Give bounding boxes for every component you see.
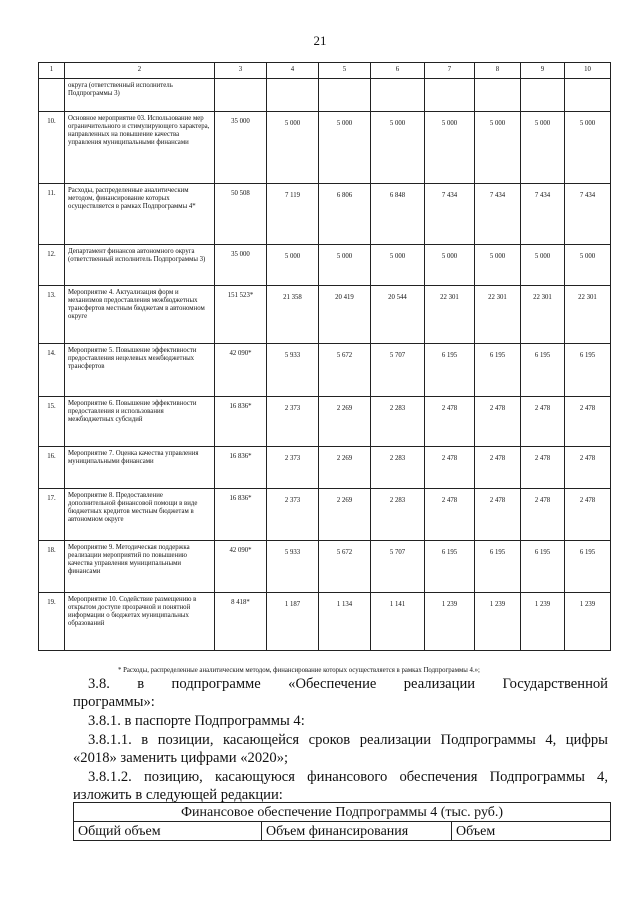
row-year-value: 7 119 xyxy=(267,184,319,245)
row-year-value: 2 478 xyxy=(425,489,475,541)
row-year-value: 22 301 xyxy=(475,286,521,344)
row-year-value xyxy=(371,79,425,112)
row-year-value: 5 000 xyxy=(371,245,425,286)
row-year-value: 5 000 xyxy=(565,112,611,184)
financing-table-title-row xyxy=(74,803,611,822)
header-cell: 2 xyxy=(65,63,215,79)
financing-table xyxy=(73,802,611,841)
header-cell: 4 xyxy=(267,63,319,79)
row-year-value: 2 478 xyxy=(425,447,475,489)
financing-table-title: Финансовое обеспечение Подпрограммы 4 (тыс. руб.) xyxy=(74,803,611,822)
row-year-value: 1 141 xyxy=(371,593,425,651)
table-row xyxy=(39,447,611,489)
row-total-value: 16 836* xyxy=(215,489,267,541)
row-year-value: 5 707 xyxy=(371,344,425,397)
row-year-value: 7 434 xyxy=(425,184,475,245)
row-total-value: 8 418* xyxy=(215,593,267,651)
row-number: 17. xyxy=(39,489,65,541)
row-year-value: 2 478 xyxy=(521,489,565,541)
row-year-value xyxy=(319,79,371,112)
row-year-value: 2 478 xyxy=(565,447,611,489)
row-year-value: 7 434 xyxy=(475,184,521,245)
row-year-value: 6 848 xyxy=(371,184,425,245)
row-year-value xyxy=(425,79,475,112)
row-name: Основное мероприятие 03. Использование мер ограничительного и стимулирующего характера, направленных на повышение качества управления муниципальными финансами xyxy=(65,112,215,184)
table-row xyxy=(39,112,611,184)
row-year-value: 6 195 xyxy=(521,344,565,397)
row-name: Мероприятие 8. Предоставление дополнительной финансовой помощи в виде бюджетных кредитов местным бюджетам в автономном округе xyxy=(65,489,215,541)
row-year-value: 6 195 xyxy=(475,344,521,397)
row-name: Мероприятие 9. Методическая поддержка реализации мероприятий по повышению качества управления муниципальными финансами xyxy=(65,541,215,593)
row-year-value: 2 269 xyxy=(319,397,371,447)
row-name: Мероприятие 6. Повышение эффективности предоставления и использования межбюджетных субсидий xyxy=(65,397,215,447)
row-year-value: 5 000 xyxy=(267,245,319,286)
row-year-value: 5 000 xyxy=(319,112,371,184)
row-year-value: 6 195 xyxy=(565,344,611,397)
row-year-value: 1 239 xyxy=(475,593,521,651)
row-year-value: 20 544 xyxy=(371,286,425,344)
row-year-value: 2 478 xyxy=(475,397,521,447)
row-year-value xyxy=(475,79,521,112)
row-year-value: 2 478 xyxy=(565,397,611,447)
row-name: Мероприятие 7. Оценка качества управления муниципальными финансами xyxy=(65,447,215,489)
row-year-value: 2 478 xyxy=(521,447,565,489)
table-row xyxy=(39,286,611,344)
row-number: 18. xyxy=(39,541,65,593)
row-year-value: 5 000 xyxy=(319,245,371,286)
row-year-value xyxy=(565,79,611,112)
row-year-value: 5 000 xyxy=(425,245,475,286)
header-cell: 9 xyxy=(521,63,565,79)
row-year-value: 5 000 xyxy=(425,112,475,184)
row-name: округа (ответственный исполнитель Подпрограммы 3) xyxy=(65,79,215,112)
row-year-value: 6 195 xyxy=(521,541,565,593)
row-total-value: 42 090* xyxy=(215,541,267,593)
row-year-value: 21 358 xyxy=(267,286,319,344)
row-year-value: 1 239 xyxy=(425,593,475,651)
row-year-value: 5 000 xyxy=(565,245,611,286)
row-year-value: 22 301 xyxy=(565,286,611,344)
row-year-value: 6 195 xyxy=(565,541,611,593)
row-year-value: 2 478 xyxy=(475,447,521,489)
row-year-value: 20 419 xyxy=(319,286,371,344)
row-year-value: 2 283 xyxy=(371,489,425,541)
table-row xyxy=(39,593,611,651)
row-number: 13. xyxy=(39,286,65,344)
row-year-value: 2 478 xyxy=(565,489,611,541)
row-total-value: 16 836* xyxy=(215,397,267,447)
funding-table xyxy=(38,62,611,651)
row-name: Мероприятие 10. Содействие размещению в открытом доступе прозрачной и понятной информации о бюджетах муниципальных образований xyxy=(65,593,215,651)
row-year-value: 6 806 xyxy=(319,184,371,245)
row-number: 11. xyxy=(39,184,65,245)
row-year-value xyxy=(267,79,319,112)
paragraph-3-8-line2: программы»: xyxy=(73,694,155,710)
row-name: Мероприятие 5. Повышение эффективности предоставления нецелевых межбюджетных трансфертов xyxy=(65,344,215,397)
table-header-row xyxy=(39,63,611,79)
row-year-value: 7 434 xyxy=(565,184,611,245)
header-cell: 10 xyxy=(565,63,611,79)
row-year-value: 5 000 xyxy=(475,112,521,184)
row-total-value: 50 508 xyxy=(215,184,267,245)
row-year-value: 22 301 xyxy=(521,286,565,344)
row-total-value: 16 836* xyxy=(215,447,267,489)
row-year-value: 1 134 xyxy=(319,593,371,651)
row-year-value: 7 434 xyxy=(521,184,565,245)
row-year-value: 6 195 xyxy=(425,541,475,593)
row-year-value: 5 000 xyxy=(371,112,425,184)
paragraph-3-8-1-2-line2: изложить в следующей редакции: xyxy=(73,787,283,803)
table-row xyxy=(39,541,611,593)
row-year-value: 2 283 xyxy=(371,397,425,447)
row-year-value: 5 672 xyxy=(319,541,371,593)
row-year-value: 2 269 xyxy=(319,489,371,541)
paragraph-3-8-1-1-line2: «2018» заменить цифрами «2020»; xyxy=(73,750,289,766)
row-year-value: 5 933 xyxy=(267,344,319,397)
row-year-value: 2 478 xyxy=(521,397,565,447)
row-year-value: 5 000 xyxy=(475,245,521,286)
row-year-value: 22 301 xyxy=(425,286,475,344)
row-name: Мероприятие 4. Актуализация форм и механизмов предоставления межбюджетных трансфертов местным бюджетам в автономном округе xyxy=(65,286,215,344)
financing-col-volume: Объем финансирования xyxy=(262,822,452,841)
row-year-value: 6 195 xyxy=(475,541,521,593)
table-row xyxy=(39,184,611,245)
row-name: Департамент финансов автономного округа (ответственный исполнитель Подпрограммы 3) xyxy=(65,245,215,286)
page-number: 21 xyxy=(313,33,327,48)
financing-col-total: Общий объем xyxy=(74,822,262,841)
row-number: 16. xyxy=(39,447,65,489)
row-year-value: 2 269 xyxy=(319,447,371,489)
row-year-value: 5 000 xyxy=(521,245,565,286)
header-cell: 5 xyxy=(319,63,371,79)
row-number: 10. xyxy=(39,112,65,184)
paragraph-3-8-line1: 3.8. в подпрограмме «Обеспечение реализации Государственной xyxy=(88,676,608,692)
row-year-value: 1 187 xyxy=(267,593,319,651)
footnote: * Расходы, распределенные аналитическим методом, финансирование которых осуществляется в рамках Подпрограммы 4.»; xyxy=(118,667,480,674)
row-year-value: 2 478 xyxy=(475,489,521,541)
header-cell: 7 xyxy=(425,63,475,79)
row-year-value: 2 373 xyxy=(267,489,319,541)
financing-col-volume-2: Объем xyxy=(452,822,611,841)
row-year-value: 5 707 xyxy=(371,541,425,593)
row-total-value: 151 523* xyxy=(215,286,267,344)
row-year-value: 6 195 xyxy=(425,344,475,397)
table-row xyxy=(39,344,611,397)
row-number xyxy=(39,79,65,112)
row-total-value: 35 000 xyxy=(215,112,267,184)
paragraph-3-8-1-2-line1: 3.8.1.2. позицию, касающуюся финансового обеспечения Подпрограммы 4, xyxy=(88,769,608,785)
header-cell: 6 xyxy=(371,63,425,79)
header-cell: 1 xyxy=(39,63,65,79)
header-cell: 3 xyxy=(215,63,267,79)
table-row xyxy=(39,245,611,286)
row-total-value xyxy=(215,79,267,112)
row-year-value: 2 373 xyxy=(267,397,319,447)
row-name: Расходы, распределенные аналитическим методом, финансирование которых осуществляется в рамках Подпрограммы 4* xyxy=(65,184,215,245)
row-year-value: 5 000 xyxy=(521,112,565,184)
paragraph-3-8-1: 3.8.1. в паспорте Подпрограммы 4: xyxy=(88,713,305,729)
row-number: 14. xyxy=(39,344,65,397)
row-year-value xyxy=(521,79,565,112)
header-cell: 8 xyxy=(475,63,521,79)
row-number: 15. xyxy=(39,397,65,447)
row-year-value: 2 478 xyxy=(425,397,475,447)
table-row xyxy=(39,79,611,112)
row-year-value: 1 239 xyxy=(565,593,611,651)
table-row xyxy=(39,489,611,541)
row-year-value: 5 933 xyxy=(267,541,319,593)
row-number: 12. xyxy=(39,245,65,286)
row-year-value: 5 672 xyxy=(319,344,371,397)
financing-table-header-row xyxy=(74,822,611,841)
row-total-value: 42 090* xyxy=(215,344,267,397)
row-total-value: 35 000 xyxy=(215,245,267,286)
row-year-value: 2 283 xyxy=(371,447,425,489)
table-row xyxy=(39,397,611,447)
paragraph-3-8-1-1-line1: 3.8.1.1. в позиции, касающейся сроков реализации Подпрограммы 4, цифры xyxy=(88,732,608,748)
row-year-value: 2 373 xyxy=(267,447,319,489)
row-year-value: 1 239 xyxy=(521,593,565,651)
row-year-value: 5 000 xyxy=(267,112,319,184)
row-number: 19. xyxy=(39,593,65,651)
